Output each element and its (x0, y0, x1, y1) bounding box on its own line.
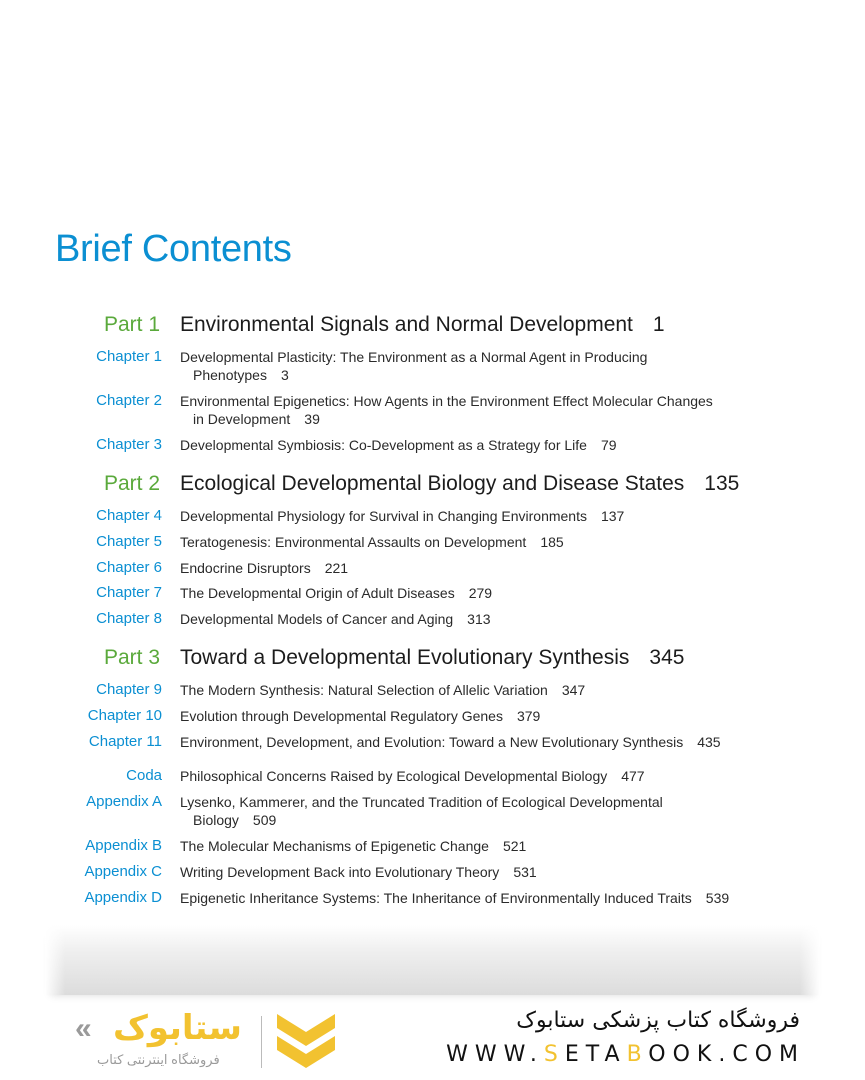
url-highlight: B (626, 1042, 649, 1067)
page-number: 137 (600, 508, 625, 524)
chapter-title: Evolution through Developmental Regulatory Genes (180, 708, 503, 724)
page-number: 345 (649, 646, 685, 669)
page-number: 531 (513, 864, 537, 880)
part-label: Part 1 (103, 313, 160, 336)
chapter-title: The Modern Synthesis: Natural Selection of Allelic Variation (180, 682, 548, 698)
page-number: 379 (516, 708, 541, 724)
chapter-title: Teratogenesis: Environmental Assaults on Development (180, 534, 527, 550)
coda-label: Coda (126, 767, 162, 784)
chapter-title: Developmental Models of Cancer and Aging (180, 611, 454, 627)
url-highlight: S (543, 1042, 565, 1067)
logo-divider (261, 1016, 262, 1068)
chapter-title: Developmental Plasticity: The Environment as a Normal Agent in Producing (180, 349, 648, 365)
chapter-label: Chapter 4 (96, 507, 162, 524)
page-number: 221 (324, 560, 349, 576)
page-number: 279 (468, 585, 493, 601)
chapter-title: Developmental Symbiosis: Co-Development as a Strategy for Life (180, 437, 587, 453)
appendix-label: Appendix B (85, 837, 162, 854)
page-number: 313 (467, 611, 491, 627)
chevron-down-icon (275, 1012, 337, 1070)
page-title: Brief Contents (55, 228, 292, 270)
setabook-logo[interactable] (75, 1008, 345, 1072)
part-title: Environmental Signals and Normal Development (180, 313, 633, 336)
part-title: Toward a Developmental Evolutionary Synthesis (180, 646, 630, 669)
chapter-label: Chapter 3 (96, 436, 162, 453)
store-name: فروشگاه کتاب پزشکی ستابوک (516, 1008, 800, 1033)
chapter-label: Chapter 9 (96, 681, 162, 698)
page-number: 347 (561, 682, 586, 698)
chapter-title: Developmental Physiology for Survival in Changing Environments (180, 508, 587, 524)
chapter-title-cont: Phenotypes (193, 367, 267, 383)
chapter-title: Environment, Development, and Evolution: Toward a New Evolutionary Synthesis (180, 734, 684, 750)
appendix-title: Epigenetic Inheritance Systems: The Inheritance of Environmentally Induced Traits (180, 890, 692, 906)
chapter-label: Chapter 8 (96, 610, 162, 627)
chapter-title: Environmental Epigenetics: How Agents in the Environment Effect Molecular Changes (180, 393, 713, 409)
chapter-label: Chapter 5 (96, 533, 162, 550)
page-number: 435 (697, 734, 721, 750)
chapter-label: Chapter 11 (88, 733, 162, 750)
chapter-label: Chapter 6 (96, 559, 162, 576)
chapter-label: Chapter 2 (96, 392, 162, 409)
page-number: 39 (304, 411, 320, 427)
part-label: Part 3 (103, 646, 160, 669)
coda-title: Philosophical Concerns Raised by Ecological Developmental Biology (180, 768, 608, 784)
chapter-label: Chapter 10 (87, 707, 162, 724)
logo-wordmark: ستابوک (113, 1009, 242, 1047)
page-number: 477 (621, 768, 645, 784)
url-part: ETA (564, 1042, 627, 1067)
chapter-title-cont: in Development (193, 411, 291, 427)
double-chevron-left-icon: « (75, 1012, 92, 1045)
page-number: 79 (600, 437, 617, 453)
watermark-footer (0, 1000, 865, 1080)
appendix-title: Writing Development Back into Evolutionary Theory (180, 864, 500, 880)
page-bottom-shadow (45, 925, 820, 995)
page-number: 521 (502, 838, 527, 854)
chapter-label: Chapter 7 (96, 584, 162, 601)
page-number: 3 (280, 367, 289, 383)
appendix-title-cont: Biology (193, 812, 239, 828)
page-number: 1 (652, 313, 665, 336)
logo-subtitle: فروشگاه اینترنتی کتاب (97, 1052, 220, 1067)
appendix-label: Appendix A (86, 793, 162, 810)
appendix-title: The Molecular Mechanisms of Epigenetic Change (180, 838, 489, 854)
page-number: 135 (704, 472, 740, 495)
appendix-label: Appendix C (84, 863, 162, 880)
chapter-title: Endocrine Disruptors (180, 560, 311, 576)
appendix-title: Lysenko, Kammerer, and the Truncated Tradition of Ecological Developmental (180, 794, 663, 810)
url-part: OOK.COM (648, 1042, 805, 1067)
page-number: 509 (252, 812, 277, 828)
chapter-title: The Developmental Origin of Adult Diseases (180, 585, 455, 601)
store-url[interactable] (446, 1042, 805, 1067)
part-label: Part 2 (103, 472, 160, 495)
page-number: 185 (540, 534, 564, 550)
appendix-label: Appendix D (84, 889, 162, 906)
part-title: Ecological Developmental Biology and Disease States (180, 472, 685, 495)
chapter-label: Chapter 1 (96, 348, 162, 365)
page-number: 539 (705, 890, 730, 906)
url-part: WWW. (446, 1042, 544, 1067)
